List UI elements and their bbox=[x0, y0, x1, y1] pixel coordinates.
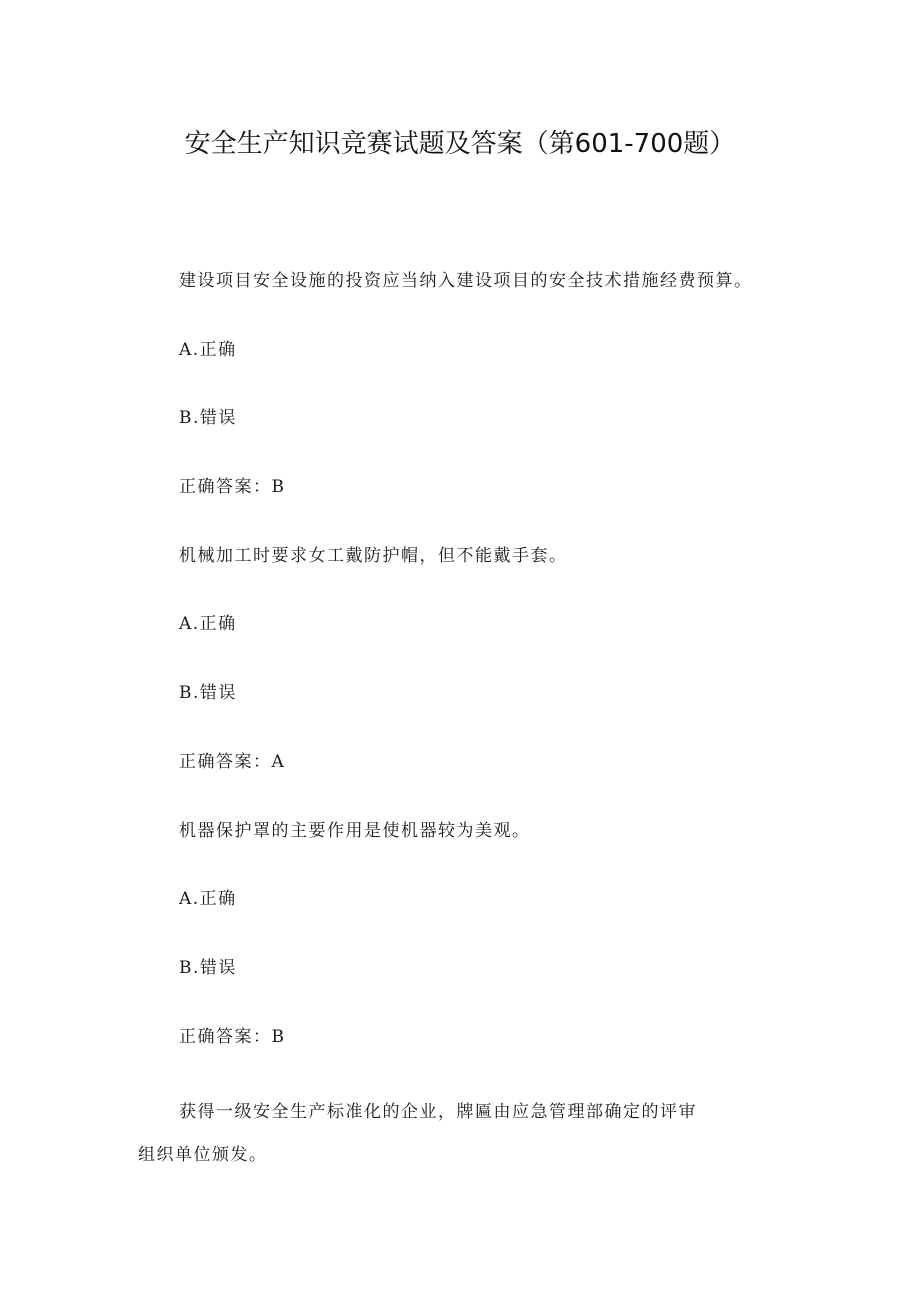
question-text-continuation: 组织单位颁发。 bbox=[138, 1145, 268, 1165]
question-text: 机械加工时要求女工戴防护帽，但不能戴手套。 bbox=[179, 546, 568, 566]
page-title: 安全生产知识竞赛试题及答案（第601-700题） bbox=[184, 129, 736, 159]
correct-answer: 正确答案：B bbox=[179, 1027, 286, 1047]
correct-answer: 正确答案：A bbox=[179, 752, 286, 772]
question-text: 建设项目安全设施的投资应当纳入建设项目的安全技术措施经费预算。 bbox=[179, 271, 753, 291]
correct-answer: 正确答案：B bbox=[179, 477, 286, 497]
option-a: A.正确 bbox=[179, 889, 237, 909]
option-b: B.错误 bbox=[179, 958, 237, 978]
question-text: 获得一级安全生产标准化的企业，牌匾由应急管理部确定的评审 bbox=[179, 1102, 697, 1122]
option-b: B.错误 bbox=[179, 408, 237, 428]
question-text: 机器保护罩的主要作用是使机器较为美观。 bbox=[179, 821, 531, 841]
option-a: A.正确 bbox=[179, 614, 237, 634]
option-a: A.正确 bbox=[179, 340, 237, 360]
option-b: B.错误 bbox=[179, 683, 237, 703]
